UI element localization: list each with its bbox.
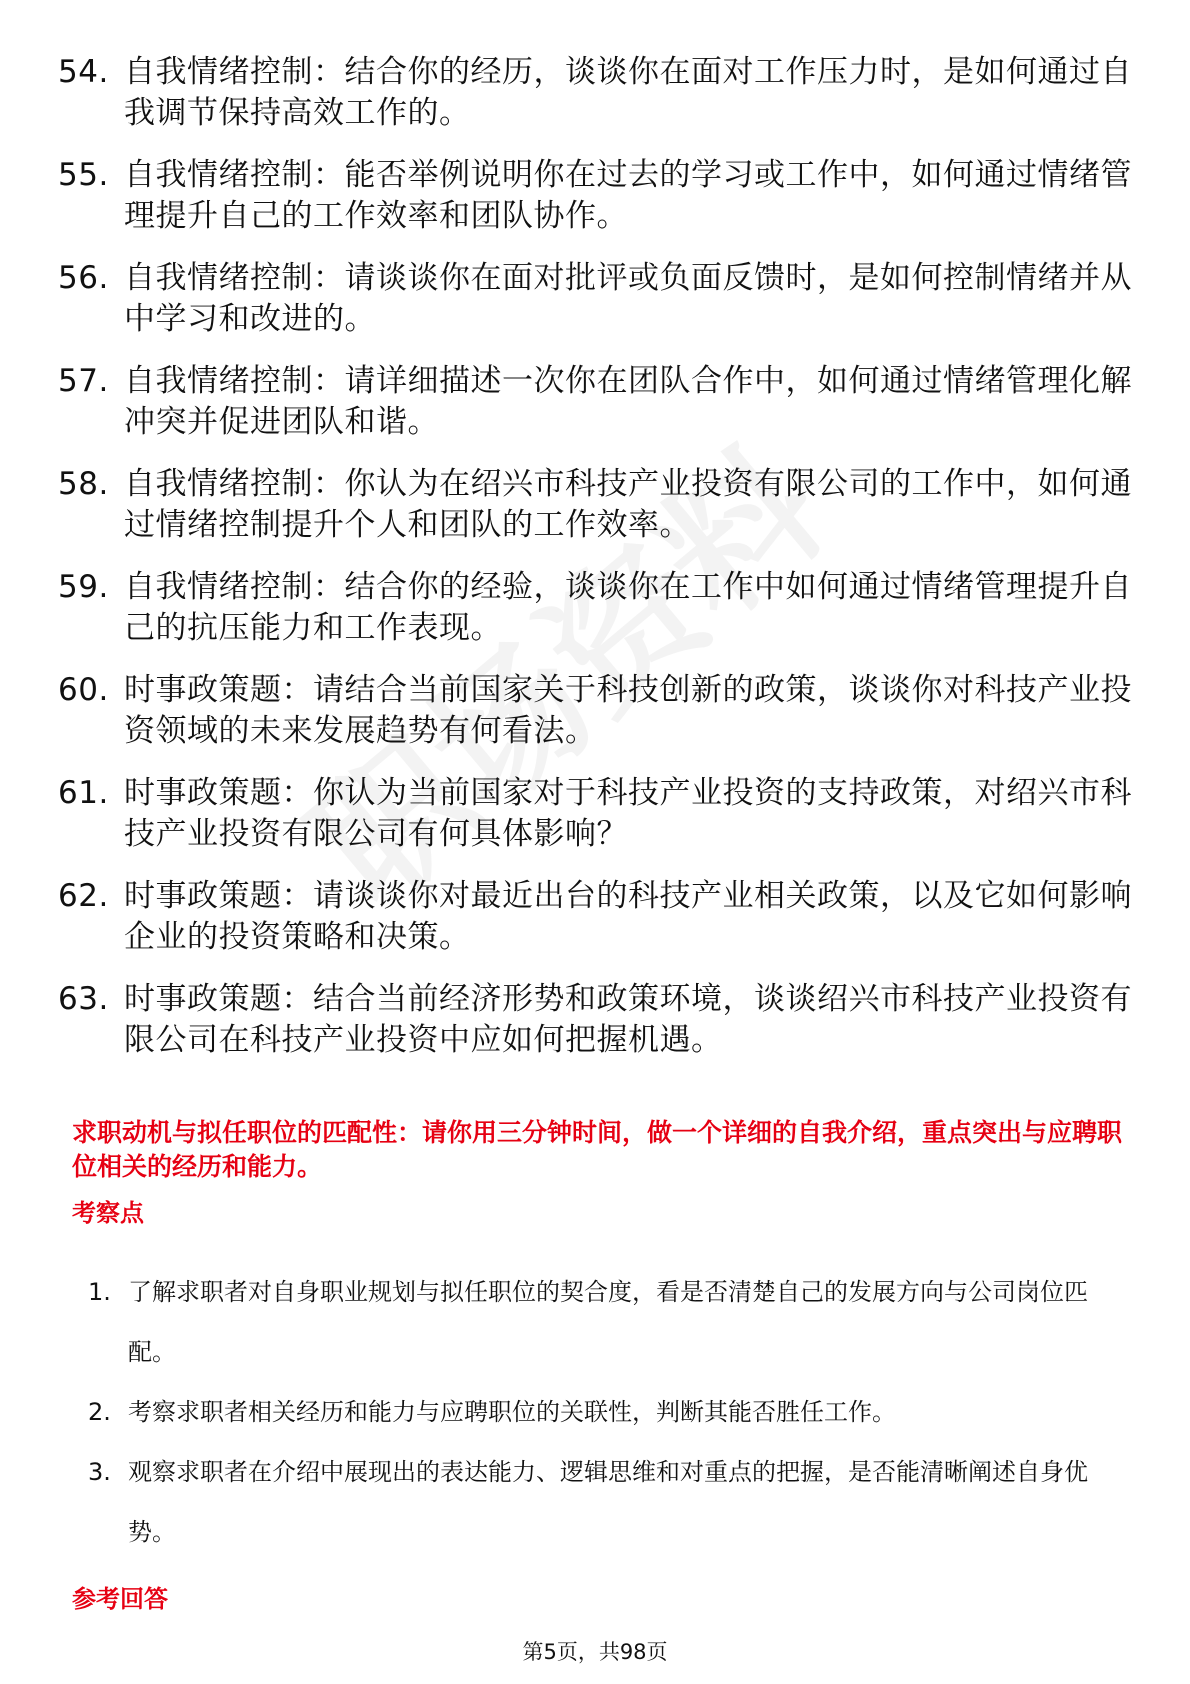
- question-number: 63.: [58, 981, 109, 1017]
- points-list: [88, 1262, 1128, 1562]
- question-list: [58, 52, 1138, 1082]
- question-text: 时事政策题：请谈谈你对最近出台的科技产业相关政策，以及它如何影响企业的投资策略和决策。: [124, 878, 1132, 955]
- list-item: [58, 876, 1138, 958]
- list-item: [58, 52, 1138, 134]
- question-number: 55.: [58, 157, 109, 193]
- answer-heading: 参考回答: [72, 1585, 168, 1613]
- question-text: 自我情绪控制：请谈谈你在面对批评或负面反馈时，是如何控制情绪并从中学习和改进的。: [124, 260, 1132, 337]
- question-text: 自我情绪控制：结合你的经历，谈谈你在面对工作压力时，是如何通过自我调节保持高效工作的。: [124, 54, 1132, 131]
- list-item: [88, 1442, 1128, 1562]
- question-text: 自我情绪控制：结合你的经验，谈谈你在工作中如何通过情绪管理提升自己的抗压能力和工作表现。: [124, 569, 1132, 646]
- point-number: 3.: [88, 1458, 111, 1486]
- question-number: 58.: [58, 466, 109, 502]
- list-item: [58, 258, 1138, 340]
- question-number: 62.: [58, 878, 109, 914]
- question-text: 自我情绪控制：能否举例说明你在过去的学习或工作中，如何通过情绪管理提升自己的工作效率和团队协作。: [124, 157, 1132, 234]
- list-item: [88, 1262, 1128, 1382]
- list-item: [88, 1382, 1128, 1442]
- list-item: [58, 464, 1138, 546]
- list-item: [58, 979, 1138, 1061]
- points-heading: 考察点: [72, 1199, 144, 1227]
- question-number: 59.: [58, 569, 109, 605]
- question-number: 56.: [58, 260, 109, 296]
- page-number: 第5页，共98页: [522, 1640, 668, 1664]
- point-number: 1.: [88, 1278, 111, 1306]
- question-number: 61.: [58, 775, 109, 811]
- point-number: 2.: [88, 1398, 111, 1426]
- list-item: [58, 155, 1138, 237]
- section-title: 求职动机与拟任职位的匹配性：请你用三分钟时间，做一个详细的自我介绍，重点突出与应聘职位相关的经历和能力。: [72, 1118, 1123, 1181]
- point-text: 观察求职者在介绍中展现出的表达能力、逻辑思维和对重点的把握，是否能清晰阐述自身优势。: [128, 1458, 1088, 1546]
- question-text: 自我情绪控制：你认为在绍兴市科技产业投资有限公司的工作中，如何通过情绪控制提升个人和团队的工作效率。: [124, 466, 1132, 543]
- question-text: 时事政策题：结合当前经济形势和政策环境，谈谈绍兴市科技产业投资有限公司在科技产业投资中应如何把握机遇。: [124, 981, 1132, 1058]
- question-text: 自我情绪控制：请详细描述一次你在团队合作中，如何通过情绪管理化解冲突并促进团队和谐。: [124, 363, 1132, 440]
- list-item: [58, 567, 1138, 649]
- point-text: 考察求职者相关经历和能力与应聘职位的关联性，判断其能否胜任工作。: [128, 1398, 896, 1426]
- question-number: 57.: [58, 363, 109, 399]
- list-item: [58, 773, 1138, 855]
- list-item: [58, 670, 1138, 752]
- question-number: 60.: [58, 672, 109, 708]
- question-text: 时事政策题：请结合当前国家关于科技创新的政策，谈谈你对科技产业投资领域的未来发展趋势有何看法。: [124, 672, 1132, 749]
- question-number: 54.: [58, 54, 109, 90]
- point-text: 了解求职者对自身职业规划与拟任职位的契合度，看是否清楚自己的发展方向与公司岗位匹配。: [128, 1278, 1088, 1366]
- question-text: 时事政策题：你认为当前国家对于科技产业投资的支持政策，对绍兴市科技产业投资有限公司有何具体影响？: [124, 775, 1132, 852]
- list-item: [58, 361, 1138, 443]
